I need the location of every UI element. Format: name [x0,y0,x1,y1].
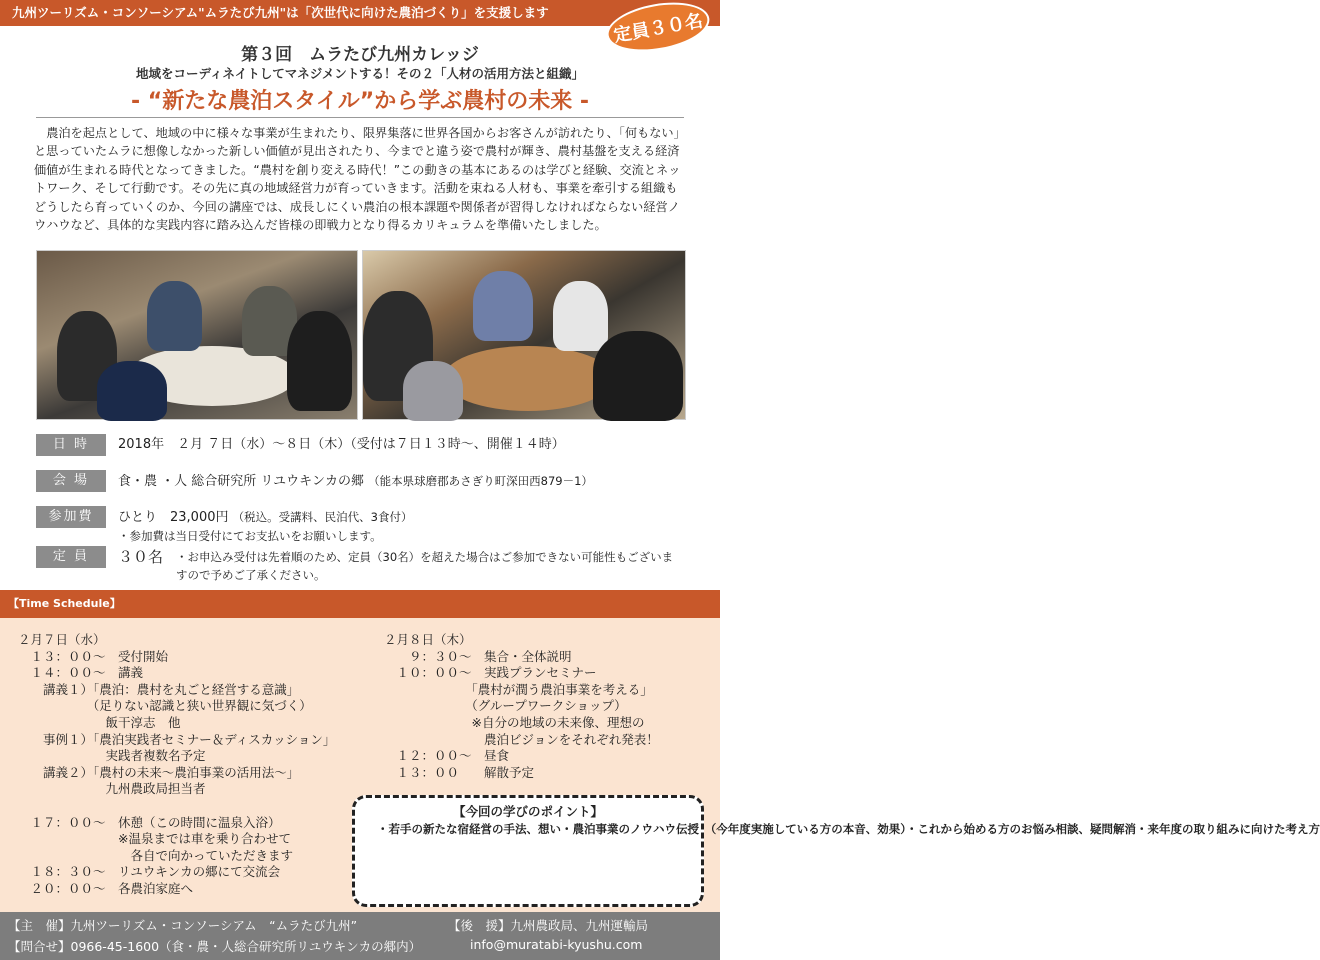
intro-paragraph: 農泊を起点として、地域の中に様々な事業が生まれたり、限界集落に世界各国からお客さんが訪れたり、「何もない」と思っていたムラに想像しなかった新しい価値が見出されたり、今までと違う姿で農村が輝き、農村基盤を支える経済価値が生まれる時代となってきました。“農村を創り変える時代！”この動きの基本にあるのは学びと経験、交流とネットワーク、そして行動です。その先に真の地域経営力が育っていきます。活動を束ねる人材も、事業を牽引する組織もどうしたら育っていくのか、今回の講座では、成長しにくい農泊の根本課題や関係者が習得しなければならない経営ノウハウなど、具体的な実践内容に踏み込んだ皆様の即戦力となり得るカリキュラムを準備いたしました。 [34,126,686,233]
schedule-line: 「農村が潤う農泊事業を考える」 [384,681,653,697]
schedule-line: 講義１）「農泊：農村を丸ごと経営する意識」 [18,681,300,697]
capacity-count: ３０名 [118,548,164,566]
day2-schedule [384,632,714,781]
capacity-body [118,548,696,584]
headline: - “新たな農泊スタイル”から学ぶ農村の未来 - [130,89,590,114]
learning-point: ・これから始める方のお悩み相談、疑問解消 [906,822,1136,836]
workshop-photo-left [36,250,358,420]
schedule-line: ２月７日（水） [18,632,106,647]
learning-points-list [355,822,1320,837]
schedule-line: ※温泉までは車を乗り合わせて [18,831,291,847]
schedule-line: １７：００～ 休憩（この時間に温泉入浴） [18,814,281,830]
schedule-line: 九州農政局担当者 [18,781,206,797]
capacity-label: 定 員 [36,546,106,568]
support-line: 九州ツーリズム・コンソーシアム"ムラたび九州"は「次世代に向けた農泊づくり」を支援します [12,5,549,20]
schedule-line: １４：００～ 講義 [18,665,144,681]
schedule-title: 【Time Schedule】 [8,597,121,610]
capacity-row [36,546,696,586]
day1-schedule [18,632,358,898]
organizer: 【主 催】九州ツーリズム・コンソーシアム “ムラたび九州” [8,918,358,933]
fee-note: ・参加費は当日受付にてお支払いをお願いします。 [118,529,382,543]
supporters: 【後 援】九州農政局、九州運輸局 [448,918,649,933]
schedule-line: 飯干淳志 他 [18,714,181,730]
venue-body [118,472,696,491]
learning-point: ・農泊事業のノウハウ伝授 [561,822,699,836]
contact-email[interactable]: info@muratabi-kyushu.com [470,937,643,952]
contact-phone: 【問合せ】0966-45-1600（食・農・人総合研究所リユウキンカの郷内） [8,939,422,954]
schedule-line: １３：００～ 受付開始 [18,648,169,664]
fee-amount: ひとり 23,000円 [118,510,229,525]
schedule-line: ２月８日（木） [384,632,472,647]
schedule-line: ２０：００～ 各農泊家庭へ [18,880,194,896]
schedule-header [0,590,720,618]
learning-point: （今年度実施している方の本音、効果） [699,822,906,836]
schedule-line: １３：００ 解散予定 [384,764,535,780]
learning-point: ・来年度の取り組みに向けた考え方 [1136,822,1320,836]
fee-detail: （税込。受講料、民泊代、3食付） [232,510,413,524]
capacity-note: ・お申込み受付は先着順のため、定員（30名）を超えた場合はご参加できない可能性もございますので予めご了承ください。 [176,550,674,582]
schedule-line: １２：００～ 昼食 [384,748,510,764]
date-row [36,434,696,458]
fee-label: 参加費 [36,506,106,528]
venue-label: 会 場 [36,470,106,492]
schedule-line: （足りない認識と狭い世界観に気づく） [18,698,312,714]
fee-body [118,508,696,546]
capacity-badge-label: 定員３０名 [612,10,705,47]
schedule-line: １０：００～ 実践プランセミナー [384,665,597,681]
divider [36,117,684,118]
schedule-line: ９：３０～ 集合・全体説明 [384,648,572,664]
schedule-line: １８：３０～ リユウキンカの郷にて交流会 [18,864,281,880]
venue-name: 食・農 ・人 総合研究所 リユウキンカの郷 [118,474,365,489]
schedule-line: ※自分の地域の未来像、理想の [384,714,645,730]
schedule-line: （グループワークショップ） [384,698,627,714]
schedule-line [18,798,358,815]
learning-points-box [352,795,1320,907]
fee-row [36,506,696,542]
schedule-line: 事例１）「農泊実践者セミナー＆ディスカッション」 [18,731,336,747]
date-text: 2018年 ２月 ７日（水）～８日（木）（受付は７日１３時～、開催１４時） [118,437,565,452]
footer [0,912,720,960]
learning-points-title: 【今回の学びのポイント】 [452,804,603,819]
subtitle: 地域をコーディネイトしてマネジメントする！その２「人材の活用方法と組織」 [135,66,584,81]
venue-address: （能本県球磨郡あさぎり町深田西879－1） [368,474,593,488]
date-label: 日 時 [36,434,106,456]
schedule-line: 各自で向かっていただきます [18,847,294,863]
schedule-line: 実践者複数名予定 [18,748,206,764]
series-title: 第３回 ムラたび九州カレッジ [241,45,479,65]
venue-row [36,470,696,494]
workshop-photo-right [362,250,686,420]
learning-point: ・若手の新たな宿経営の手法、想い [377,822,561,836]
schedule-line: 農泊ビジョンをそれぞれ発表！ [384,731,659,747]
schedule-line: 講義２）「農村の未来～農泊事業の活用法～」 [18,764,300,780]
